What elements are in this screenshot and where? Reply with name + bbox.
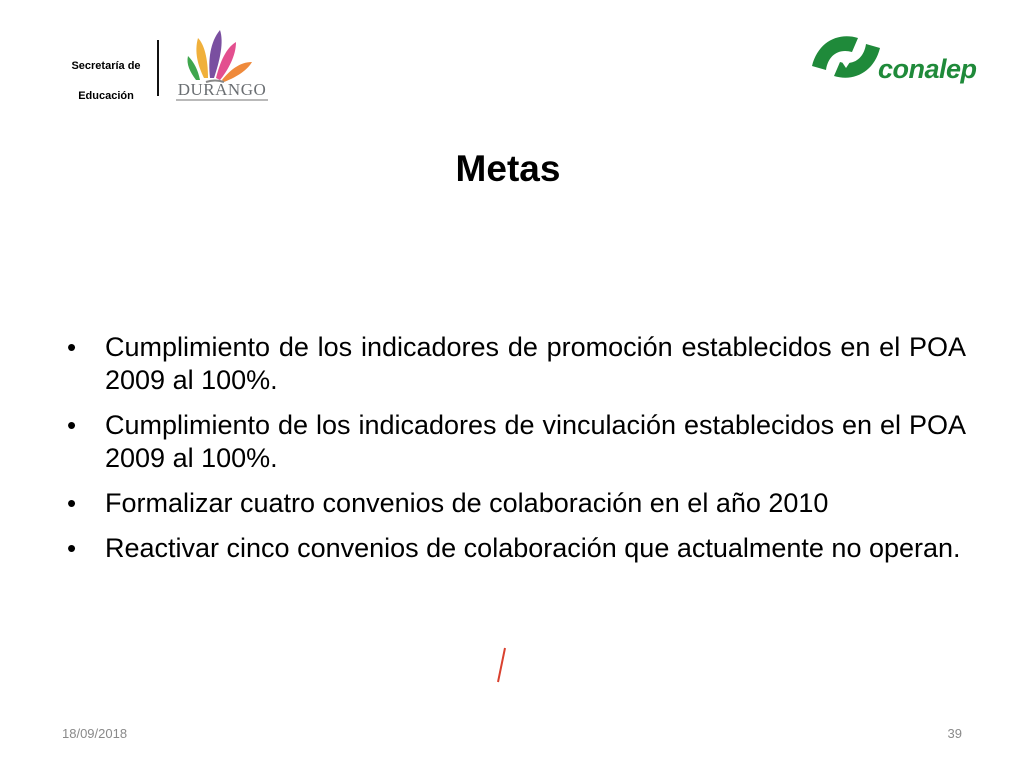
durango-subtitle-line bbox=[176, 99, 268, 101]
bullet-item: • Formalizar cuatro convenios de colaboración en el año 2010 bbox=[62, 487, 966, 520]
durango-wordmark: DURANGO bbox=[177, 80, 267, 99]
footer-date: 18/09/2018 bbox=[62, 726, 128, 741]
bullet-list bbox=[62, 331, 966, 577]
slide-title: Metas bbox=[455, 148, 561, 189]
secretaria-line1: Secretaría de bbox=[71, 60, 141, 72]
bullet-item: • Cumplimiento de los indicadores de promoción establecidos en el POA 2009 al 100%. bbox=[62, 331, 966, 397]
footer-page-number: 39 bbox=[947, 726, 962, 741]
secretaria-line2: Educación bbox=[78, 90, 134, 102]
bullet-item: • Cumplimiento de los indicadores de vinculación establecidos en el POA 2009 al 100%. bbox=[62, 409, 966, 475]
red-stroke-mark bbox=[494, 646, 508, 684]
bullet-item: • Reactivar cinco convenios de colaboración que actualmente no operan. bbox=[62, 532, 966, 565]
logo-divider bbox=[157, 40, 159, 96]
conalep-logo-icon bbox=[808, 26, 884, 86]
conalep-wordmark: conalep bbox=[878, 54, 977, 84]
